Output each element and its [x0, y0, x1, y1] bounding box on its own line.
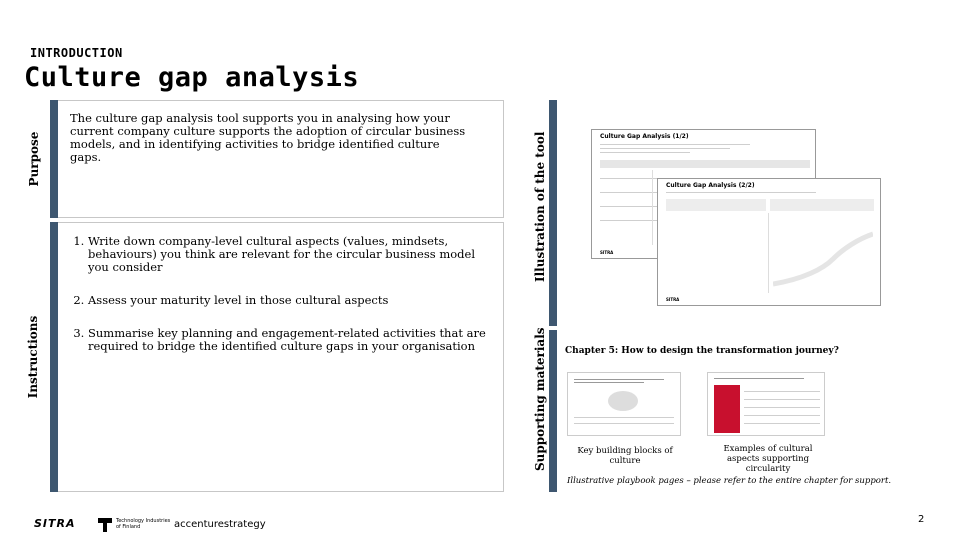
techind-logo-icon	[98, 517, 112, 531]
chapter-title: Chapter 5: How to design the transformation journey?	[565, 346, 839, 356]
thumbnail-caption-1: Key building blocks of culture	[577, 446, 673, 466]
purpose-tab-label: Purpose	[27, 131, 41, 187]
section-label: INTRODUCTION	[30, 46, 123, 60]
instruction-step: 3. Summarise key planning and engagement-related activities that are required to bridge the identified culture gaps in your organisation	[88, 327, 488, 353]
instructions-list	[66, 235, 488, 373]
tool-page-thumbnail-1: Culture Gap Analysis (1/2) SITRA	[591, 129, 816, 259]
tool-page-thumbnail-2: Culture Gap Analysis (2/2) SITRA	[657, 178, 881, 306]
instructions-tab-label: Instructions	[26, 315, 40, 399]
purpose-box	[58, 100, 504, 218]
purpose-sidebar	[50, 100, 58, 218]
accenture-logo: accenturestrategy	[174, 519, 266, 530]
illustration-box	[557, 100, 960, 326]
supporting-tab-label: Supporting materials	[533, 327, 547, 471]
instructions-sidebar	[50, 222, 58, 492]
sitra-logo: SITRA	[34, 517, 76, 530]
playbook-page-thumbnail-2	[707, 372, 825, 436]
doc2-title: Culture Gap Analysis (2/2)	[666, 182, 755, 189]
techind-logo-text: Technology Industries of Finland	[116, 518, 171, 530]
playbook-page-thumbnail-1	[567, 372, 681, 436]
page-title: Culture gap analysis	[24, 62, 360, 93]
supporting-sidebar	[549, 330, 557, 492]
trend-curve-icon	[773, 229, 873, 289]
supporting-box	[557, 330, 960, 492]
doc1-title: Culture Gap Analysis (1/2)	[600, 133, 689, 140]
illustration-sidebar	[549, 100, 557, 326]
instructions-box	[58, 222, 504, 492]
supporting-note: Illustrative playbook pages – please refer to the entire chapter for support.	[567, 476, 892, 486]
page-number: 2	[918, 514, 925, 525]
instruction-step: 2. Assess your maturity level in those cultural aspects	[88, 294, 488, 307]
purpose-text: The culture gap analysis tool supports you in analysing how your current company culture supports the adoption of circular business models, and in identifying activities to bridge identified culture gaps.	[70, 111, 466, 164]
thumbnail-caption-2: Examples of cultural aspects supporting circularity	[723, 444, 813, 474]
illustration-tab-label: Illustration of the tool	[533, 131, 547, 282]
instruction-step: 1. Write down company-level cultural aspects (values, mindsets, behaviours) you think are relevant for the circular business model you consider	[88, 235, 488, 274]
